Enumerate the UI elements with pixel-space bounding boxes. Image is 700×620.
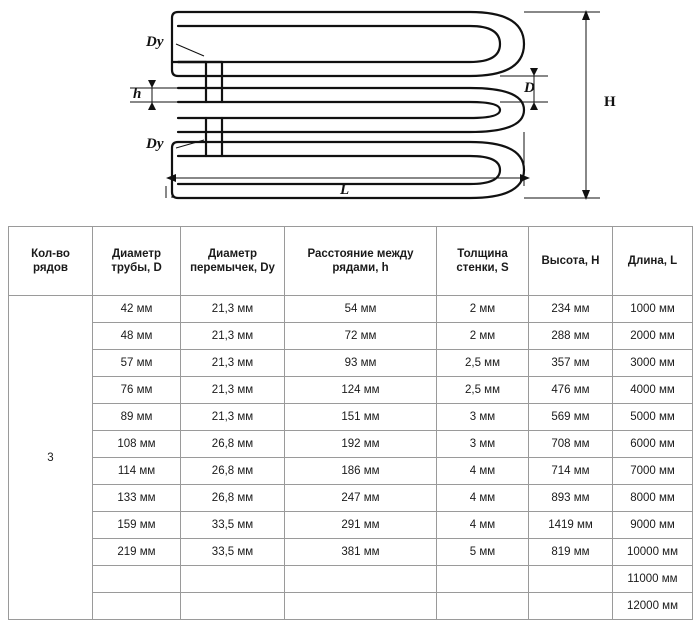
cell-height: 569 мм [529, 404, 613, 431]
pipe-outline [172, 12, 524, 198]
spec-table-wrapper [8, 226, 692, 620]
cell-rows-count: 3 [9, 296, 93, 620]
label-d: D [524, 80, 535, 96]
header-row-spacing: Расстояние между рядами, h [285, 227, 437, 296]
cell-row-spacing: 151 мм [285, 404, 437, 431]
label-h-small: h [133, 86, 142, 102]
cell-height: 234 мм [529, 296, 613, 323]
cell-wall-thickness: 2 мм [437, 323, 529, 350]
cell-height: 819 мм [529, 539, 613, 566]
cell-wall-thickness: 2,5 мм [437, 350, 529, 377]
cell-empty [437, 566, 529, 593]
cell-length: 9000 мм [613, 512, 693, 539]
cell-height: 357 мм [529, 350, 613, 377]
cell-pipe-diameter: 219 мм [93, 539, 181, 566]
table-row [9, 323, 693, 350]
table-row [9, 512, 693, 539]
cell-length: 11000 мм [613, 566, 693, 593]
cell-empty [93, 593, 181, 620]
middle-pipe-outer [178, 88, 524, 132]
cell-row-spacing: 381 мм [285, 539, 437, 566]
cell-length: 12000 мм [613, 593, 693, 620]
cell-empty [285, 593, 437, 620]
header-rows-count: Кол-во рядов [9, 227, 93, 296]
cell-row-spacing: 291 мм [285, 512, 437, 539]
cell-height: 476 мм [529, 377, 613, 404]
cell-jumper-diameter: 26,8 мм [181, 431, 285, 458]
cell-wall-thickness: 4 мм [437, 512, 529, 539]
cell-empty [93, 566, 181, 593]
table-row [9, 566, 693, 593]
cell-row-spacing: 54 мм [285, 296, 437, 323]
cell-length: 1000 мм [613, 296, 693, 323]
label-l: L [340, 182, 350, 198]
table-row [9, 458, 693, 485]
cell-wall-thickness: 2 мм [437, 296, 529, 323]
cell-empty [529, 593, 613, 620]
cell-length: 2000 мм [613, 323, 693, 350]
cell-row-spacing: 247 мм [285, 485, 437, 512]
header-jumper-diameter: Диаметр перемычек, Dy [181, 227, 285, 296]
table-row [9, 485, 693, 512]
table-row [9, 431, 693, 458]
cell-jumper-diameter: 33,5 мм [181, 539, 285, 566]
table-row [9, 296, 693, 323]
cell-height: 893 мм [529, 485, 613, 512]
label-dy-bottom: Dy [146, 136, 164, 152]
cell-empty [181, 593, 285, 620]
top-pipe-inner [178, 26, 500, 62]
cell-length: 8000 мм [613, 485, 693, 512]
cell-pipe-diameter: 42 мм [93, 296, 181, 323]
cell-length: 7000 мм [613, 458, 693, 485]
header-length: Длина, L [613, 227, 693, 296]
table-header [9, 227, 693, 296]
cell-jumper-diameter: 21,3 мм [181, 323, 285, 350]
bottom-pipe-inner [178, 156, 500, 184]
cell-jumper-diameter: 21,3 мм [181, 377, 285, 404]
middle-pipe-inner [178, 102, 500, 118]
cell-length: 4000 мм [613, 377, 693, 404]
cell-height: 1419 мм [529, 512, 613, 539]
cell-pipe-diameter: 108 мм [93, 431, 181, 458]
cell-jumper-diameter: 26,8 мм [181, 485, 285, 512]
drawing-svg [0, 0, 700, 218]
cell-wall-thickness: 5 мм [437, 539, 529, 566]
cell-wall-thickness: 3 мм [437, 404, 529, 431]
cell-pipe-diameter: 76 мм [93, 377, 181, 404]
cell-empty [181, 566, 285, 593]
table-row [9, 593, 693, 620]
cell-jumper-diameter: 26,8 мм [181, 458, 285, 485]
cell-empty [285, 566, 437, 593]
cell-height: 288 мм [529, 323, 613, 350]
cell-row-spacing: 192 мм [285, 431, 437, 458]
spec-table [8, 226, 693, 620]
header-wall-thickness: Толщина стенки, S [437, 227, 529, 296]
cell-wall-thickness: 4 мм [437, 458, 529, 485]
cell-length: 10000 мм [613, 539, 693, 566]
header-row [9, 227, 693, 296]
cell-wall-thickness: 4 мм [437, 485, 529, 512]
table-row [9, 350, 693, 377]
cell-row-spacing: 93 мм [285, 350, 437, 377]
cell-length: 5000 мм [613, 404, 693, 431]
cell-pipe-diameter: 89 мм [93, 404, 181, 431]
cell-empty [437, 593, 529, 620]
table-row [9, 377, 693, 404]
top-pipe [172, 12, 524, 76]
label-h-big: H [604, 94, 616, 110]
cell-row-spacing: 72 мм [285, 323, 437, 350]
dimension-lines [130, 10, 600, 200]
header-height: Высота, H [529, 227, 613, 296]
cell-pipe-diameter: 57 мм [93, 350, 181, 377]
cell-pipe-diameter: 159 мм [93, 512, 181, 539]
cell-empty [529, 566, 613, 593]
cell-row-spacing: 186 мм [285, 458, 437, 485]
cell-pipe-diameter: 114 мм [93, 458, 181, 485]
cell-height: 714 мм [529, 458, 613, 485]
cell-length: 3000 мм [613, 350, 693, 377]
header-pipe-diameter: Диаметр трубы, D [93, 227, 181, 296]
table-body [9, 296, 693, 620]
cell-jumper-diameter: 21,3 мм [181, 350, 285, 377]
register-drawing [0, 0, 700, 218]
table-row [9, 539, 693, 566]
cell-jumper-diameter: 33,5 мм [181, 512, 285, 539]
cell-wall-thickness: 3 мм [437, 431, 529, 458]
cell-jumper-diameter: 21,3 мм [181, 404, 285, 431]
label-dy-top: Dy [146, 34, 164, 50]
cell-pipe-diameter: 133 мм [93, 485, 181, 512]
table-row [9, 404, 693, 431]
cell-height: 708 мм [529, 431, 613, 458]
cell-pipe-diameter: 48 мм [93, 323, 181, 350]
cell-row-spacing: 124 мм [285, 377, 437, 404]
cell-length: 6000 мм [613, 431, 693, 458]
cell-jumper-diameter: 21,3 мм [181, 296, 285, 323]
cell-wall-thickness: 2,5 мм [437, 377, 529, 404]
